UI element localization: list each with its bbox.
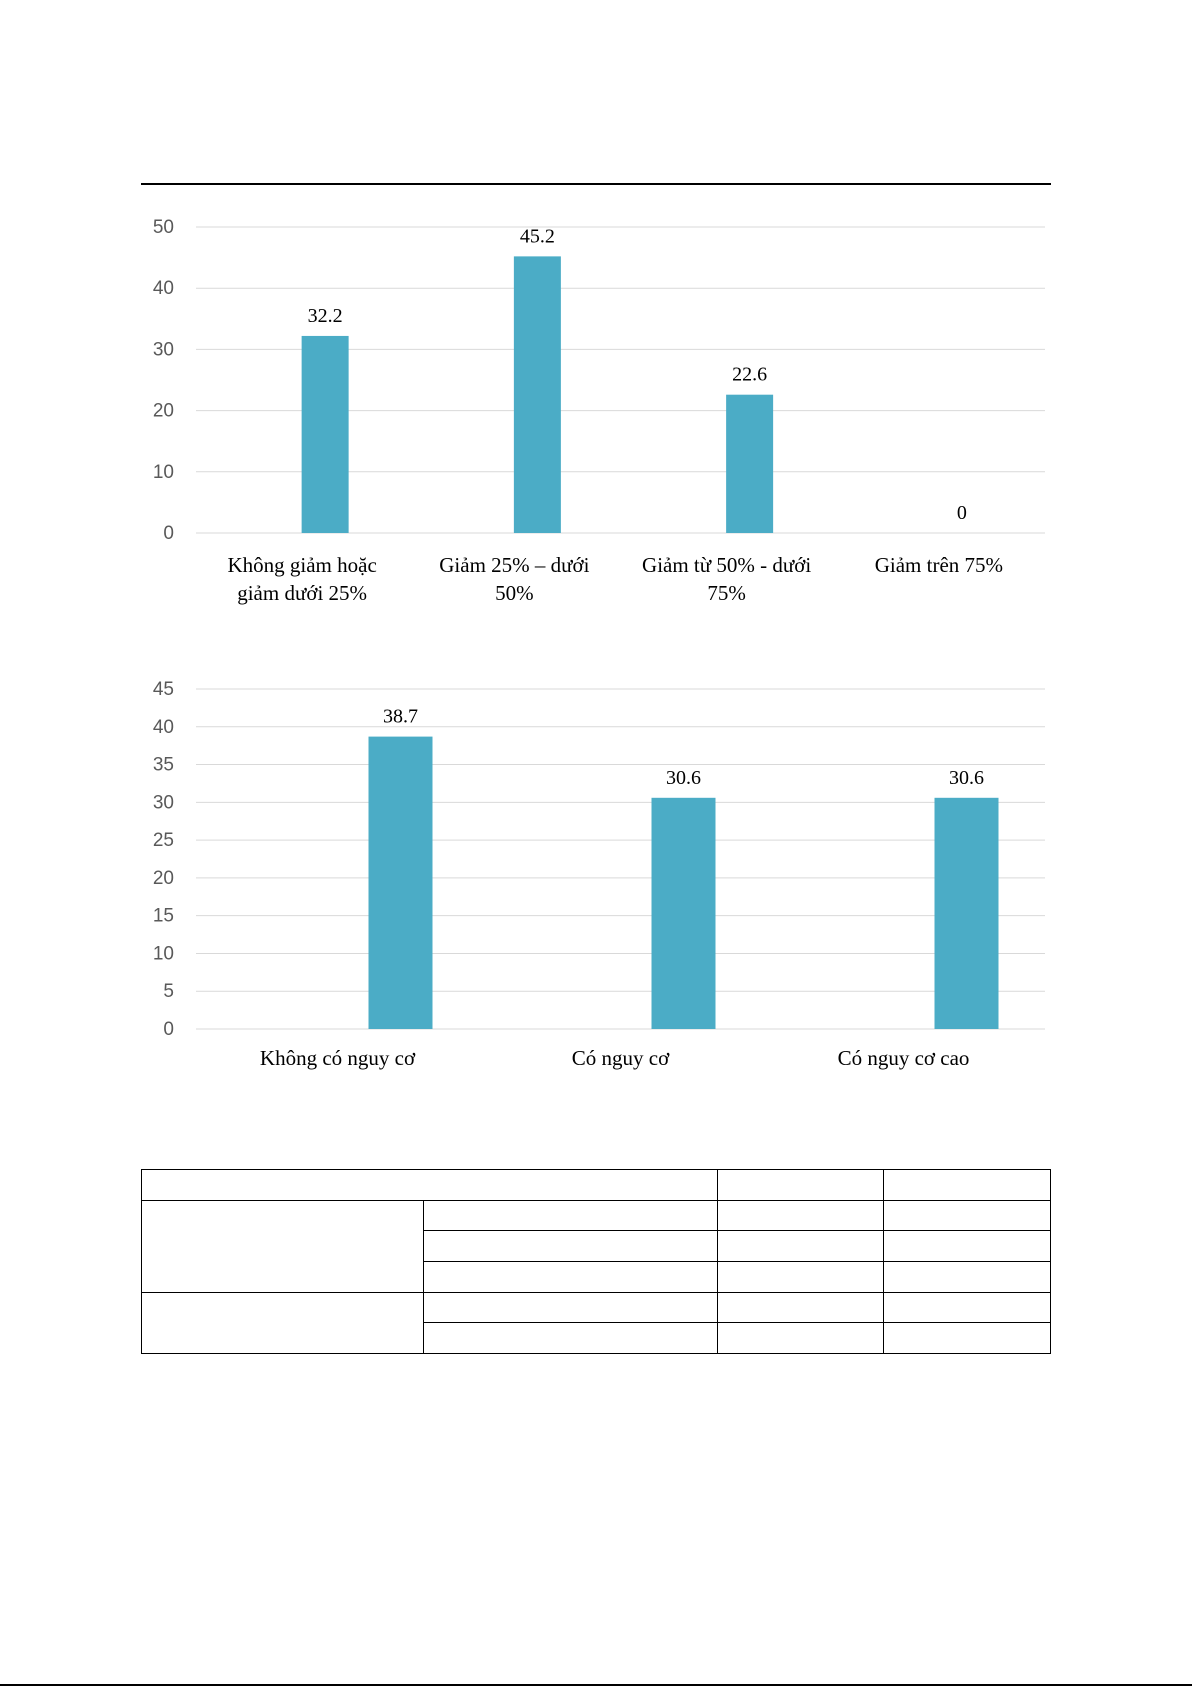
- table-cell: [884, 1293, 1051, 1323]
- data-label: 45.2: [519, 225, 555, 248]
- data-label: 30.6: [666, 766, 701, 789]
- x-category-label: giảm dưới 25%: [237, 581, 368, 605]
- bar: [369, 737, 433, 1029]
- table-cell: [718, 1293, 884, 1323]
- bar: [935, 798, 999, 1029]
- y-tick-label: 0: [163, 523, 174, 544]
- chart-risk-level: [0, 670, 1192, 1090]
- x-category-label: 50%: [495, 581, 534, 605]
- table-cell: [884, 1262, 1051, 1293]
- table-cell: [884, 1201, 1051, 1231]
- x-category-label: Giảm từ 50% - dưới: [642, 553, 812, 577]
- y-tick-label: 20: [152, 400, 174, 422]
- table-cell: [884, 1323, 1051, 1354]
- y-tick-label: 30: [152, 792, 174, 814]
- chart-weight-reduction: [0, 200, 1192, 640]
- y-tick-label: 40: [152, 278, 174, 300]
- data-label: 0: [956, 502, 967, 524]
- y-tick-label: 20: [152, 867, 174, 889]
- table-cell: [424, 1231, 718, 1262]
- table-row: [142, 1293, 1051, 1323]
- y-tick-label: 25: [152, 830, 174, 852]
- table-cell: [884, 1231, 1051, 1262]
- x-category-label: Có nguy cơ cao: [837, 1046, 970, 1070]
- table-cell: [424, 1201, 718, 1231]
- x-category-label: Giảm trên 75%: [874, 553, 1004, 577]
- table-cell: [718, 1231, 884, 1262]
- data-table: [141, 1169, 1051, 1354]
- bar: [514, 256, 561, 533]
- y-tick-label: 50: [152, 217, 174, 238]
- table-cell: [424, 1293, 718, 1323]
- x-category-label: Giảm 25% – dưới: [439, 553, 590, 577]
- bar: [726, 395, 773, 533]
- y-tick-label: 40: [152, 716, 174, 738]
- table-cell: [424, 1262, 718, 1293]
- y-tick-label: 10: [152, 461, 174, 483]
- y-tick-label: 15: [152, 905, 174, 927]
- table-cell: [424, 1323, 718, 1354]
- y-tick-label: 10: [152, 943, 174, 965]
- table-cell: [718, 1323, 884, 1354]
- table-cell: [718, 1170, 884, 1201]
- y-tick-label: 5: [163, 981, 174, 1003]
- table-header-row: [142, 1170, 1051, 1201]
- top-rule: [141, 183, 1051, 185]
- data-label: 38.7: [383, 705, 418, 728]
- data-label: 30.6: [949, 766, 984, 789]
- x-category-label: 75%: [707, 581, 746, 605]
- table-cell: [718, 1201, 884, 1231]
- bar: [302, 336, 349, 533]
- table-cell: [718, 1262, 884, 1293]
- y-tick-label: 45: [152, 679, 174, 700]
- table-cell: [142, 1170, 718, 1201]
- data-label: 22.6: [732, 363, 768, 386]
- table-cell: [884, 1170, 1051, 1201]
- x-category-label: Không giảm hoặc: [227, 553, 377, 577]
- x-category-label: Có nguy cơ: [571, 1046, 670, 1070]
- y-tick-label: 0: [163, 1019, 174, 1040]
- data-label: 32.2: [307, 304, 343, 327]
- table-cell: [142, 1201, 424, 1293]
- table-row: [142, 1201, 1051, 1231]
- table-cell: [142, 1293, 424, 1354]
- bar: [652, 798, 716, 1029]
- y-tick-label: 30: [152, 339, 174, 361]
- x-category-label: Không có nguy cơ: [259, 1046, 416, 1070]
- y-tick-label: 35: [152, 754, 174, 776]
